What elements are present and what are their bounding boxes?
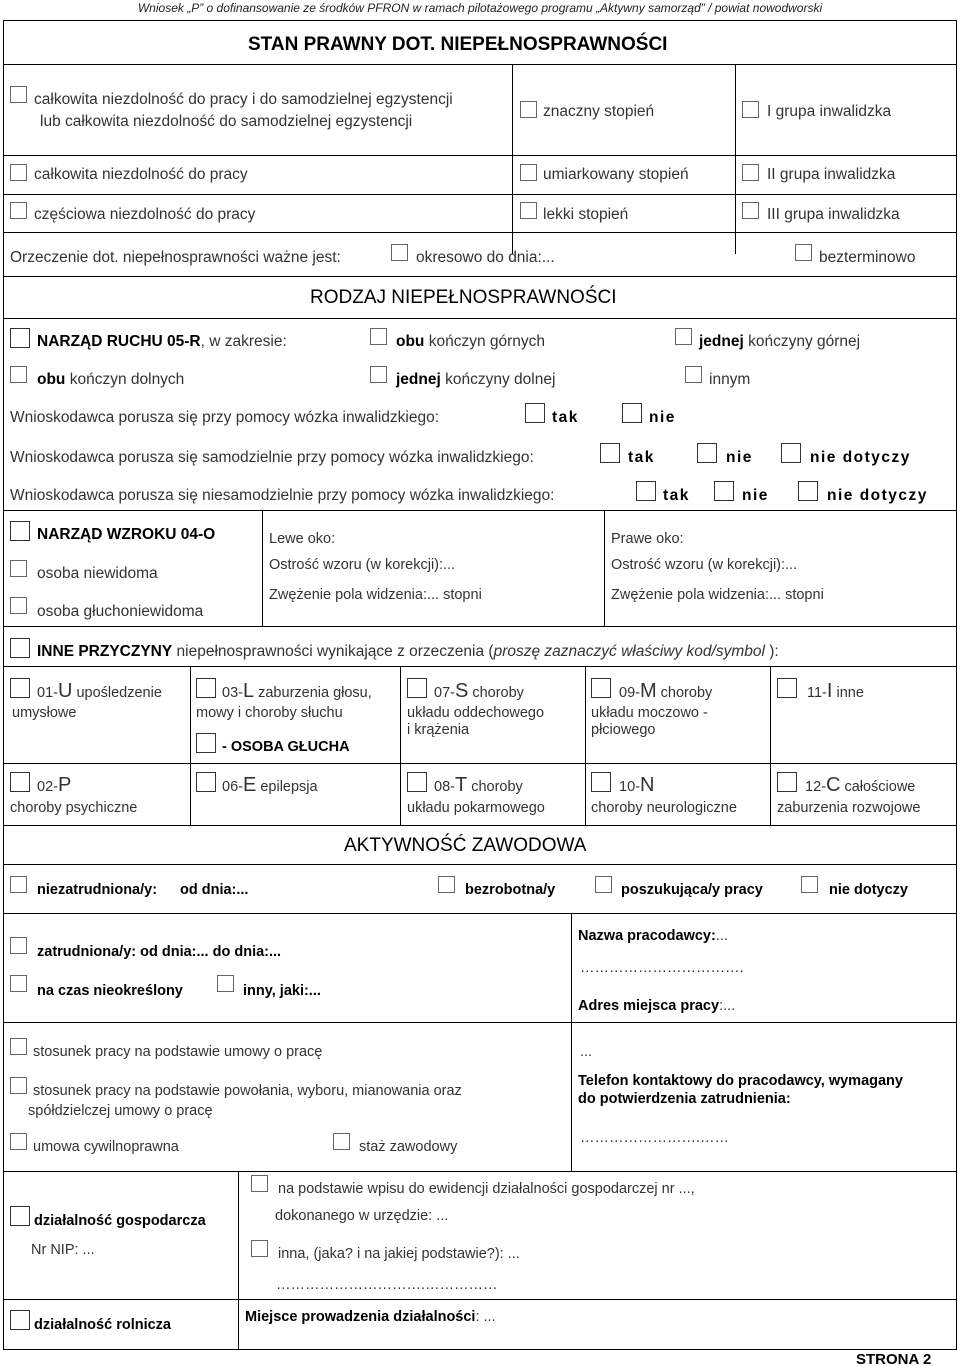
niezatrudniona-checkbox[interactable] (10, 876, 27, 893)
wozek1-label: Wnioskodawca porusza się przy pomocy wózka inwalidzkiego: (10, 409, 440, 426)
rolnicza-checkbox[interactable] (10, 1310, 30, 1330)
code-10-checkbox[interactable] (591, 772, 611, 792)
wozek2-nd-checkbox[interactable] (781, 443, 801, 463)
stan-grupa3-checkbox[interactable] (742, 202, 759, 219)
gluchoniewidoma-label: osoba głuchoniewidoma (37, 603, 204, 620)
code-10-label: 10-N (619, 774, 655, 796)
code-09-desc: układu moczowo - (591, 705, 708, 721)
wzrok-label: NARZĄD WZROKU 04-O (37, 526, 216, 543)
code-07-desc-2: i krążenia (407, 722, 470, 738)
code-02-label: 02-P (37, 774, 72, 796)
wozek3-tak-label: tak (663, 487, 690, 504)
wozek2-nie-checkbox[interactable] (697, 443, 717, 463)
poszukujaca-checkbox[interactable] (595, 876, 612, 893)
nie-dotyczy-checkbox[interactable] (801, 876, 818, 893)
osoba-glucha-label: - OSOBA GŁUCHA (222, 739, 350, 755)
bezterminowo-checkbox[interactable] (795, 244, 812, 261)
stan-row2-right: II grupa inwalidzka (767, 166, 896, 183)
stan-grupa2-checkbox[interactable] (742, 164, 759, 181)
obu-dolnych-checkbox[interactable] (10, 366, 27, 383)
cywilnoprawna-label: umowa cywilnoprawna (33, 1139, 179, 1155)
wozek3-nd-label: nie dotyczy (827, 487, 928, 504)
innym-checkbox[interactable] (685, 366, 702, 383)
lewe-oko-label: Lewe oko: (269, 531, 336, 547)
stan-lekki-checkbox[interactable] (520, 202, 537, 219)
wozek3-nie-label: nie (742, 487, 769, 504)
stan-calkowita-pracy-checkbox[interactable] (10, 164, 27, 181)
nieokreslony-checkbox[interactable] (10, 975, 27, 992)
code-07-label: 07-S choroby (434, 680, 524, 702)
document-header: Wniosek „P” o dofinansowanie ze środków PFRON w ramach pilotażowego programu „Aktywny samorząd” / powiat nowodworski (137, 1, 823, 15)
wozek2-nie-label: nie (726, 449, 753, 466)
wozek3-label: Wnioskodawca porusza się niesamodzielnie przy pomocy wózka inwalidzkiego: (10, 487, 555, 504)
code-10-desc: choroby neurologiczne (591, 800, 737, 816)
osoba-glucha-checkbox[interactable] (196, 733, 216, 753)
code-08-desc: układu pokarmowego (407, 800, 545, 816)
code-07-desc: układu oddechowego (407, 705, 545, 721)
code-06-checkbox[interactable] (196, 772, 216, 792)
stan-row3-mid: lekki stopień (543, 206, 629, 223)
stan-czesciowa-checkbox[interactable] (10, 202, 27, 219)
inne-label: INNE PRZYCZYNY niepełnosprawności wynikające z orzeczenia (proszę zaznaczyć właściwy kod/symbol ): (37, 643, 779, 660)
innym-label: innym (709, 371, 751, 388)
code-09-checkbox[interactable] (591, 678, 611, 698)
telefon-label-2: do potwierdzenia zatrudnienia: (578, 1091, 791, 1107)
zatrudniona-checkbox[interactable] (10, 937, 27, 954)
gluchoniewidoma-checkbox[interactable] (10, 597, 27, 614)
code-12-label: 12-C całościowe (805, 774, 916, 796)
code-01-label: 01-U upośledzenie (37, 680, 162, 702)
ostrosc-prawe: Ostrość wzoru (w korekcji):... (611, 557, 798, 573)
stan-row3-left: częściowa niezdolność do pracy (34, 206, 256, 223)
wozek1-tak-checkbox[interactable] (525, 403, 545, 423)
code-11-checkbox[interactable] (777, 678, 797, 698)
jednej-gornej-checkbox[interactable] (675, 328, 692, 345)
jednej-dolnej-label: jednej kończyny dolnej (396, 371, 556, 388)
code-09-desc-2: płciowego (591, 722, 656, 738)
jednej-dolnej-checkbox[interactable] (370, 366, 387, 383)
stosunek1-checkbox[interactable] (10, 1038, 27, 1055)
niewidoma-checkbox[interactable] (10, 560, 27, 577)
wozek3-tak-checkbox[interactable] (636, 481, 656, 501)
nie-dotyczy-label: nie dotyczy (829, 882, 908, 898)
gospodarcza-label: działalność gospodarcza (34, 1213, 206, 1229)
obu-gornych-label: obu kończyn górnych (396, 333, 546, 350)
telefon-label: Telefon kontaktowy do pracodawcy, wymagany (578, 1073, 903, 1089)
code-03-desc: mowy i choroby słuchu (196, 705, 343, 721)
rodzaj-title: RODZAJ NIEPEŁNOSPRAWNOŚCI (310, 287, 617, 308)
stan-calkowita-checkbox[interactable] (10, 86, 27, 103)
inna-checkbox[interactable] (251, 1240, 268, 1257)
stosunek2-checkbox[interactable] (10, 1077, 27, 1094)
orzeczenie-label: Orzeczenie dot. niepełnosprawności ważne jest: (10, 249, 341, 266)
wpis-checkbox[interactable] (251, 1175, 268, 1192)
poszukujaca-label: poszukująca/y pracy (621, 882, 763, 898)
wozek3-nd-checkbox[interactable] (798, 481, 818, 501)
stan-row3-right: III grupa inwalidzka (767, 206, 900, 223)
nazwa-dots-line: ……………………………. (580, 960, 744, 976)
wozek2-tak-label: tak (628, 449, 655, 466)
wozek2-tak-checkbox[interactable] (600, 443, 620, 463)
adres-dots: ... (580, 1044, 593, 1060)
code-07-checkbox[interactable] (407, 678, 427, 698)
wozek1-nie-checkbox[interactable] (622, 403, 642, 423)
ruch-label: NARZĄD RUCHU 05-R, w zakresie: (37, 333, 287, 350)
bezrobotna-label: bezrobotna/y (465, 882, 556, 898)
stan-row1-right: I grupa inwalidzka (767, 103, 892, 120)
inny-checkbox[interactable] (217, 975, 234, 992)
niewidoma-label: osoba niewidoma (37, 565, 158, 582)
stan-znaczny-checkbox[interactable] (520, 101, 537, 118)
stan-umiarkowany-checkbox[interactable] (520, 164, 537, 181)
stosunek1-label: stosunek pracy na podstawie umowy o pracę (33, 1044, 323, 1060)
wozek2-label: Wnioskodawca porusza się samodzielnie przy pomocy wózka inwalidzkiego: (10, 449, 534, 466)
inne-checkbox[interactable] (10, 638, 30, 658)
obu-dolnych-label: obu kończyn dolnych (37, 371, 185, 388)
cywilnoprawna-checkbox[interactable] (10, 1133, 27, 1150)
bezterminowo-label: bezterminowo (819, 249, 916, 266)
nazwa-pracodawcy: Nazwa pracodawcy:... (578, 928, 728, 944)
wozek1-tak-label: tak (552, 409, 579, 426)
stan-row1-mid: znaczny stopień (543, 103, 655, 120)
code-06-label: 06-E epilepsja (222, 774, 318, 796)
inna-label: inna, (jaka? i na jakiej podstawie?): ... (278, 1246, 520, 1262)
code-08-checkbox[interactable] (407, 772, 427, 792)
wozek3-nie-checkbox[interactable] (714, 481, 734, 501)
code-12-checkbox[interactable] (777, 772, 797, 792)
stan-row1-left-2: lub całkowita niezdolność do samodzielnej egzystencji (40, 113, 413, 130)
zwezenie-prawe: Zwężenie pola widzenia:... stopni (611, 587, 824, 603)
adres-miejsca-pracy: Adres miejsca pracy:... (578, 998, 736, 1014)
stan-title: STAN PRAWNY DOT. NIEPEŁNOSPRAWNOŚCI (248, 34, 668, 55)
zwezenie-lewe: Zwężenie pola widzenia:... stopni (269, 587, 482, 603)
ruch-checkbox[interactable] (10, 328, 30, 348)
obu-gornych-checkbox[interactable] (370, 328, 387, 345)
code-01-desc: umysłowe (12, 705, 77, 721)
jednej-gornej-label: jednej kończyny górnej (699, 333, 861, 350)
stan-grupa1-checkbox[interactable] (742, 101, 759, 118)
code-12-desc: zaburzenia rozwojowe (777, 800, 921, 816)
stan-row2-left: całkowita niezdolność do pracy (34, 166, 248, 183)
code-08-label: 08-T choroby (434, 774, 523, 796)
telefon-dots-line: …………………….…… (580, 1130, 730, 1146)
inna-dots-line: ………………………….…………… (276, 1277, 498, 1293)
stan-row1-left: całkowita niezdolność do pracy i do samodzielnej egzystencji (34, 91, 453, 108)
niezatrudniona-label: niezatrudniona/y: (37, 882, 158, 898)
stosunek2-label-2: spółdzielczej umowy o pracę (28, 1103, 213, 1119)
dokonanego-label: dokonanego w urzędzie: ... (275, 1208, 449, 1224)
stan-row2-mid: umiarkowany stopień (543, 166, 689, 183)
rolnicza-label: działalność rolnicza (34, 1317, 171, 1333)
ostrosc-lewe: Ostrość wzoru (w korekcji):... (269, 557, 456, 573)
staz-checkbox[interactable] (333, 1133, 350, 1150)
wozek1-nie-label: nie (649, 409, 676, 426)
wzrok-checkbox[interactable] (10, 521, 30, 541)
stosunek2-label: stosunek pracy na podstawie powołania, wyboru, mianowania oraz (33, 1083, 462, 1099)
okresowo-checkbox[interactable] (391, 244, 408, 261)
nip-label: Nr NIP: ... (31, 1242, 95, 1258)
nieokreslony-label: na czas nieokreślony (37, 983, 183, 999)
staz-label: staż zawodowy (359, 1139, 458, 1155)
code-09-label: 09-M choroby (619, 680, 713, 702)
code-11-label: 11-I inne (807, 680, 864, 702)
code-02-desc: choroby psychiczne (10, 800, 138, 816)
code-01-checkbox[interactable] (10, 678, 30, 698)
page-number: STRONA 2 (856, 1351, 932, 1366)
aktywnosc-title: AKTYWNOŚĆ ZAWODOWA (344, 835, 587, 856)
niezatrudniona-od-dnia: od dnia:... (180, 882, 249, 898)
miejsce-label: Miejsce prowadzenia działalności: ... (245, 1309, 496, 1325)
code-03-label: 03-L zaburzenia głosu, (222, 680, 372, 702)
code-03-checkbox[interactable] (196, 678, 216, 698)
wozek2-nd-label: nie dotyczy (810, 449, 911, 466)
bezrobotna-checkbox[interactable] (438, 876, 455, 893)
prawe-oko-label: Prawe oko: (611, 531, 684, 547)
wpis-label: na podstawie wpisu do ewidencji działalności gospodarczej nr ..., (278, 1181, 695, 1197)
zatrudniona-label: zatrudniona/y: od dnia:... do dnia:... (37, 944, 282, 960)
inny-label: inny, jaki:... (243, 983, 321, 999)
okresowo-label: okresowo do dnia:... (416, 249, 555, 266)
gospodarcza-checkbox[interactable] (10, 1206, 30, 1226)
code-02-checkbox[interactable] (10, 772, 30, 792)
